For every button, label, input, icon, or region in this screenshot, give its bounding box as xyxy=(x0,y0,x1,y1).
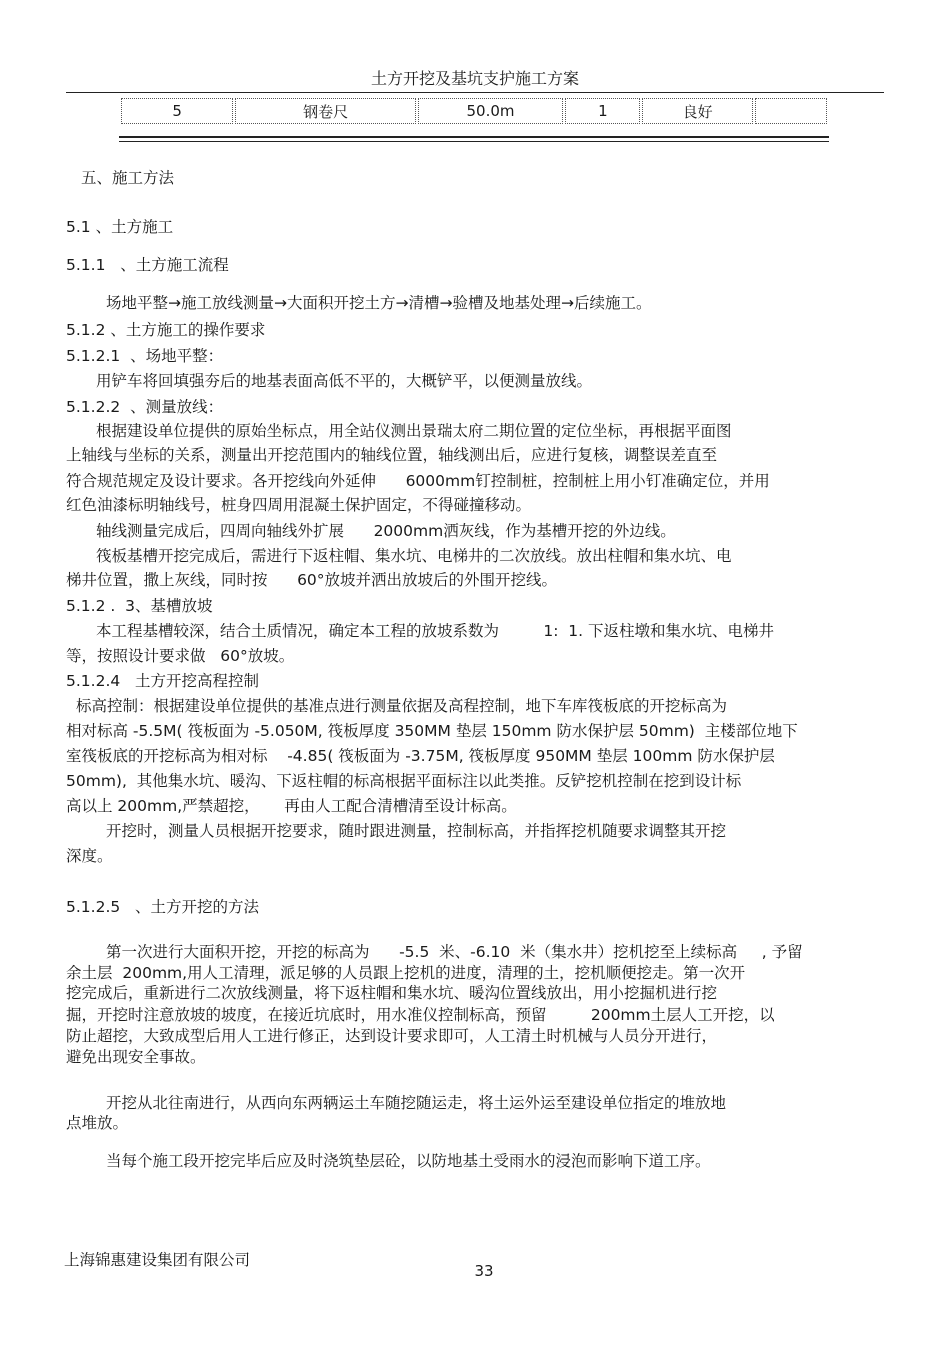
table-bottom-rule xyxy=(119,136,829,138)
table-cell-quantity: 1 xyxy=(565,98,640,124)
subsection-heading: 5.1 、土方施工 xyxy=(66,218,174,236)
subsection-heading: 5.1.2.5 、土方开挖的方法 xyxy=(66,898,260,916)
paragraph-line: 等，按照设计要求做 60°放坡。 xyxy=(66,647,295,665)
paragraph-line: 相对标高 -5.5M( 筏板面为 -5.050M, 筏板厚度 350MM 垫层 150mm 防水保护层 50mm) 主楼部位地下 xyxy=(66,722,798,740)
table-cell-remark xyxy=(755,98,827,124)
paragraph-line: 余土层 200mm,用人工清理，派足够的人员跟上挖机的进度，清理的土，挖机顺便挖走。第一次开 xyxy=(66,964,746,982)
table-bottom-rule-thin xyxy=(119,141,829,142)
paragraph-line: 避免出现安全事故。 xyxy=(66,1048,206,1066)
paragraph-line: 室筏板底的开挖标高为相对标 -4.85( 筏板面为 -3.75M, 筏板厚度 950MM 垫层 100mm 防水保护层 xyxy=(66,747,775,765)
subsection-heading: 5.1.2.4 土方开挖高程控制 xyxy=(66,672,260,690)
paragraph-line: 防止超挖，大致成型后用人工进行修正，达到设计要求即可，人工清土时机械与人员分开进行， xyxy=(66,1027,718,1045)
paragraph-line: 符合规范规定及设计要求。各开挖线向外延伸 6000mm钉控制桩，控制桩上用小钉准确定位，并用 xyxy=(66,472,770,490)
subsection-heading: 5.1.1 、土方施工流程 xyxy=(66,256,229,274)
page-number: 33 xyxy=(474,1262,494,1280)
table-cell-index: 5 xyxy=(121,98,233,124)
paragraph-line: 根据建设单位提供的原始坐标点，用全站仪测出景瑞太府二期位置的定位坐标，再根据平面图 xyxy=(96,422,732,440)
subsection-heading: 5.1.2.2 、测量放线： xyxy=(66,398,224,416)
paragraph-line: 上轴线与坐标的关系，测量出开挖范围内的轴线位置，轴线测出后，应进行复核，调整误差直至 xyxy=(66,446,718,464)
paragraph-line: 挖完成后，重新进行二次放线测量，将下返柱帽和集水坑、暖沟位置线放出，用小挖掘机进行挖 xyxy=(66,984,718,1002)
paragraph-line: 高以上 200mm,严禁超挖， 再由人工配合清槽清至设计标高。 xyxy=(66,797,517,815)
subsection-heading: 5.1.2 、土方施工的操作要求 xyxy=(66,321,266,339)
paragraph-line: 场地平整→施工放线测量→大面积开挖土方→清槽→验槽及地基处理→后续施工。 xyxy=(106,294,652,312)
paragraph-line: 开挖从北往南进行，从西向东两辆运土车随挖随运走，将土运外运至建设单位指定的堆放地 xyxy=(106,1094,727,1112)
paragraph-line: 标高控制：根据建设单位提供的基准点进行测量依据及高程控制，地下车库筏板底的开挖标高为 xyxy=(76,697,728,715)
table-row xyxy=(121,98,827,124)
paragraph-line: 点堆放。 xyxy=(66,1114,129,1132)
table-cell-name: 钢卷尺 xyxy=(235,98,416,124)
paragraph-line: 本工程基槽较深，结合土质情况，确定本工程的放坡系数为 1: 1. 下返柱墩和集水坑、电梯井 xyxy=(96,622,774,640)
paragraph-line: 轴线测量完成后，四周向轴线外扩展 2000mm洒灰线，作为基槽开挖的外边线。 xyxy=(96,522,676,540)
header-rule xyxy=(66,92,884,93)
paragraph-line: 开挖时，测量人员根据开挖要求，随时跟进测量，控制标高，并指挥挖机随要求调整其开挖 xyxy=(106,822,727,840)
paragraph-line: 筏板基槽开挖完成后，需进行下返柱帽、集水坑、电梯井的二次放线。放出柱帽和集水坑、电 xyxy=(96,547,732,565)
equipment-table xyxy=(119,96,829,126)
paragraph-line: 第一次进行大面积开挖，开挖的标高为 -5.5 米、-6.10 米（集水井）挖机挖至上续标高 , 予留 xyxy=(106,943,803,961)
paragraph-line: 掘，开挖时注意放坡的坡度，在接近坑底时，用水准仪控制标高，预留 200mm土层人工开挖，以 xyxy=(66,1006,775,1024)
section-heading: 五、施工方法 xyxy=(81,169,175,187)
paragraph-line: 梯井位置，撒上灰线，同时按 60°放坡并洒出放坡后的外围开挖线。 xyxy=(66,571,558,589)
paragraph-line: 红色油漆标明轴线号，桩身四周用混凝土保护固定，不得碰撞移动。 xyxy=(66,496,532,514)
paragraph-line: 用铲车将回填强夯后的地基表面高低不平的，大概铲平，以便测量放线。 xyxy=(96,372,593,390)
paragraph-line: 50mm), 其他集水坑、暖沟、下返柱帽的标高根据平面标注以此类推。反铲挖机控制在挖到设计标 xyxy=(66,772,742,790)
paragraph-line: 当每个施工段开挖完毕后应及时浇筑垫层砼，以防地基土受雨水的浸泡而影响下道工序。 xyxy=(106,1152,711,1170)
subsection-heading: 5.1.2.1 、场地平整： xyxy=(66,347,224,365)
paragraph-line: 深度。 xyxy=(66,847,113,865)
table-cell-spec: 50.0m xyxy=(418,98,563,124)
header-title: 土方开挖及基坑支护施工方案 xyxy=(370,69,579,88)
subsection-heading: 5.1.2 . 3、基槽放坡 xyxy=(66,597,213,615)
table-cell-condition: 良好 xyxy=(642,98,752,124)
footer-company: 上海锦惠建设集团有限公司 xyxy=(64,1251,251,1269)
